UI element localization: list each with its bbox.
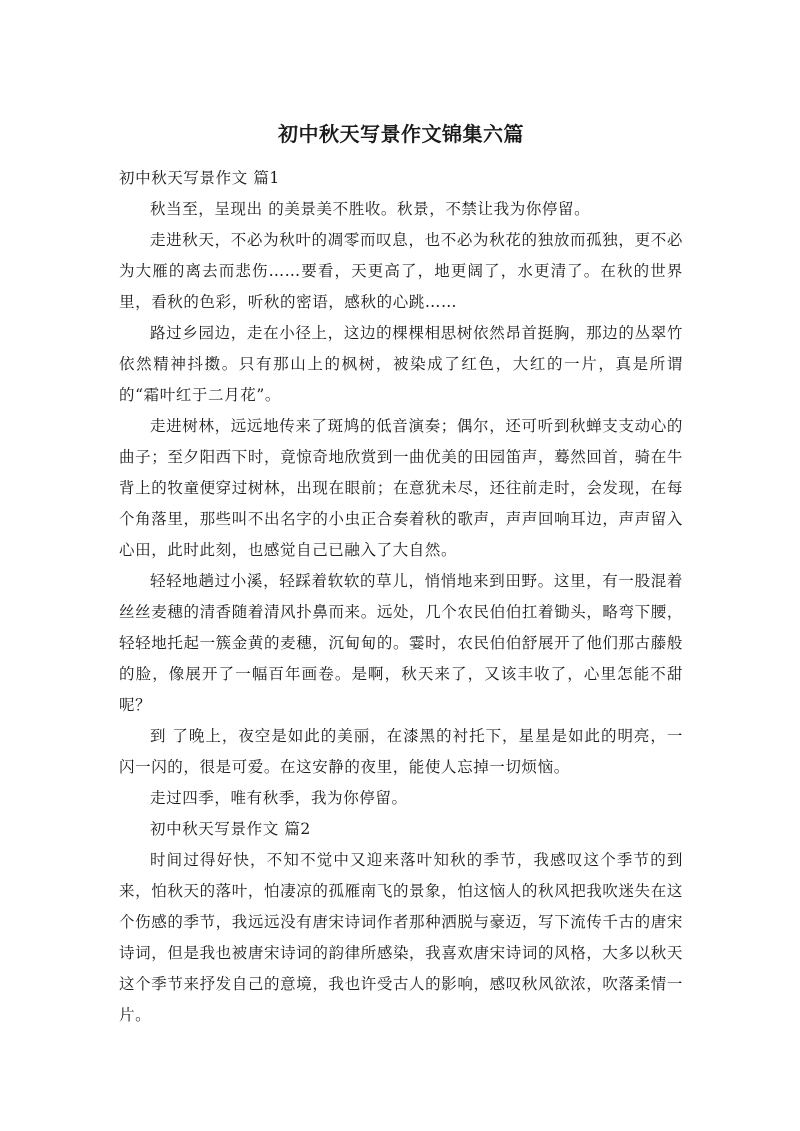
paragraph: 秋当至，呈现出 的美景美不胜收。秋景，不禁让我为你停留。 <box>150 200 591 218</box>
document-title: 初中秋天写景作文锦集六篇 <box>278 122 524 146</box>
paragraph: 路过乡园边，走在小径上，这边的棵棵相思树依然昂首挺胸，那边的丛翠竹依然精神抖擞。只有那山上的枫树，被染成了红色，大红的一片，真是所谓的“霜叶红于二月花”。 <box>119 324 683 404</box>
section-heading: 初中秋天写景作文 篇2 <box>150 820 311 838</box>
section-heading: 初中秋天写景作文 篇1 <box>119 169 280 187</box>
paragraph: 走进树林，远远地传来了斑鸠的低音演奏；偶尔，还可听到秋蝉支支动心的曲子；至夕阳西下时，竟惊奇地欣赏到一曲优美的田园笛声，蓦然回首，骑在牛背上的牧童便穿过树林，出现在眼前；在意犹未尽，还往前走时，会发现，在每个角落里，那些叫不出名字的小虫正合奏着秋的歌声，声声回响耳边，声声留入心田，此时此刻，也感觉自己已融入了大自然。 <box>119 417 683 559</box>
document-body <box>119 119 683 1031</box>
paragraph: 时间过得好快，不知不觉中又迎来落叶知秋的季节，我感叹这个季节的到来，怕秋天的落叶，怕凄凉的孤雁南飞的景象，怕这恼人的秋风把我吹迷失在这个伤感的季节，我远远没有唐宋诗词作者那种洒脱与豪迈，写下流传千古的唐宋诗词，但是我也被唐宋诗词的韵律所感染，我喜欢唐宋诗词的风格，大多以秋天这个季节来抒发自己的意境，我也许受古人的影响，感叹秋风欲浓，吹落柔情一片。 <box>119 851 683 1024</box>
paragraph: 走过四季，唯有秋季，我为你停留。 <box>150 789 408 807</box>
paragraph: 走进秋天，不必为秋叶的凋零而叹息，也不必为秋花的独放而孤独，更不必为大雁的离去而悲伤……要看，天更高了，地更阔了，水更清了。在秋的世界里，看秋的色彩，听秋的密语，感秋的心跳…… <box>119 231 683 311</box>
paragraph: 到 了晚上，夜空是如此的美丽，在漆黑的衬托下，星星是如此的明亮，一闪一闪的，很是可爱。在这安静的夜里，能使人忘掉一切烦恼。 <box>119 727 683 776</box>
paragraph: 轻轻地趟过小溪，轻踩着软软的草儿，悄悄地来到田野。这里，有一股混着丝丝麦穗的清香随着清风扑鼻而来。远处，几个农民伯伯扛着锄头，略弯下腰，轻轻地托起一簇金黄的麦穗，沉甸甸的。霎时，农民伯伯舒展开了他们那古藤般的脸，像展开了一幅百年画卷。是啊，秋天来了，又该丰收了，心里怎能不甜呢？ <box>119 572 683 714</box>
